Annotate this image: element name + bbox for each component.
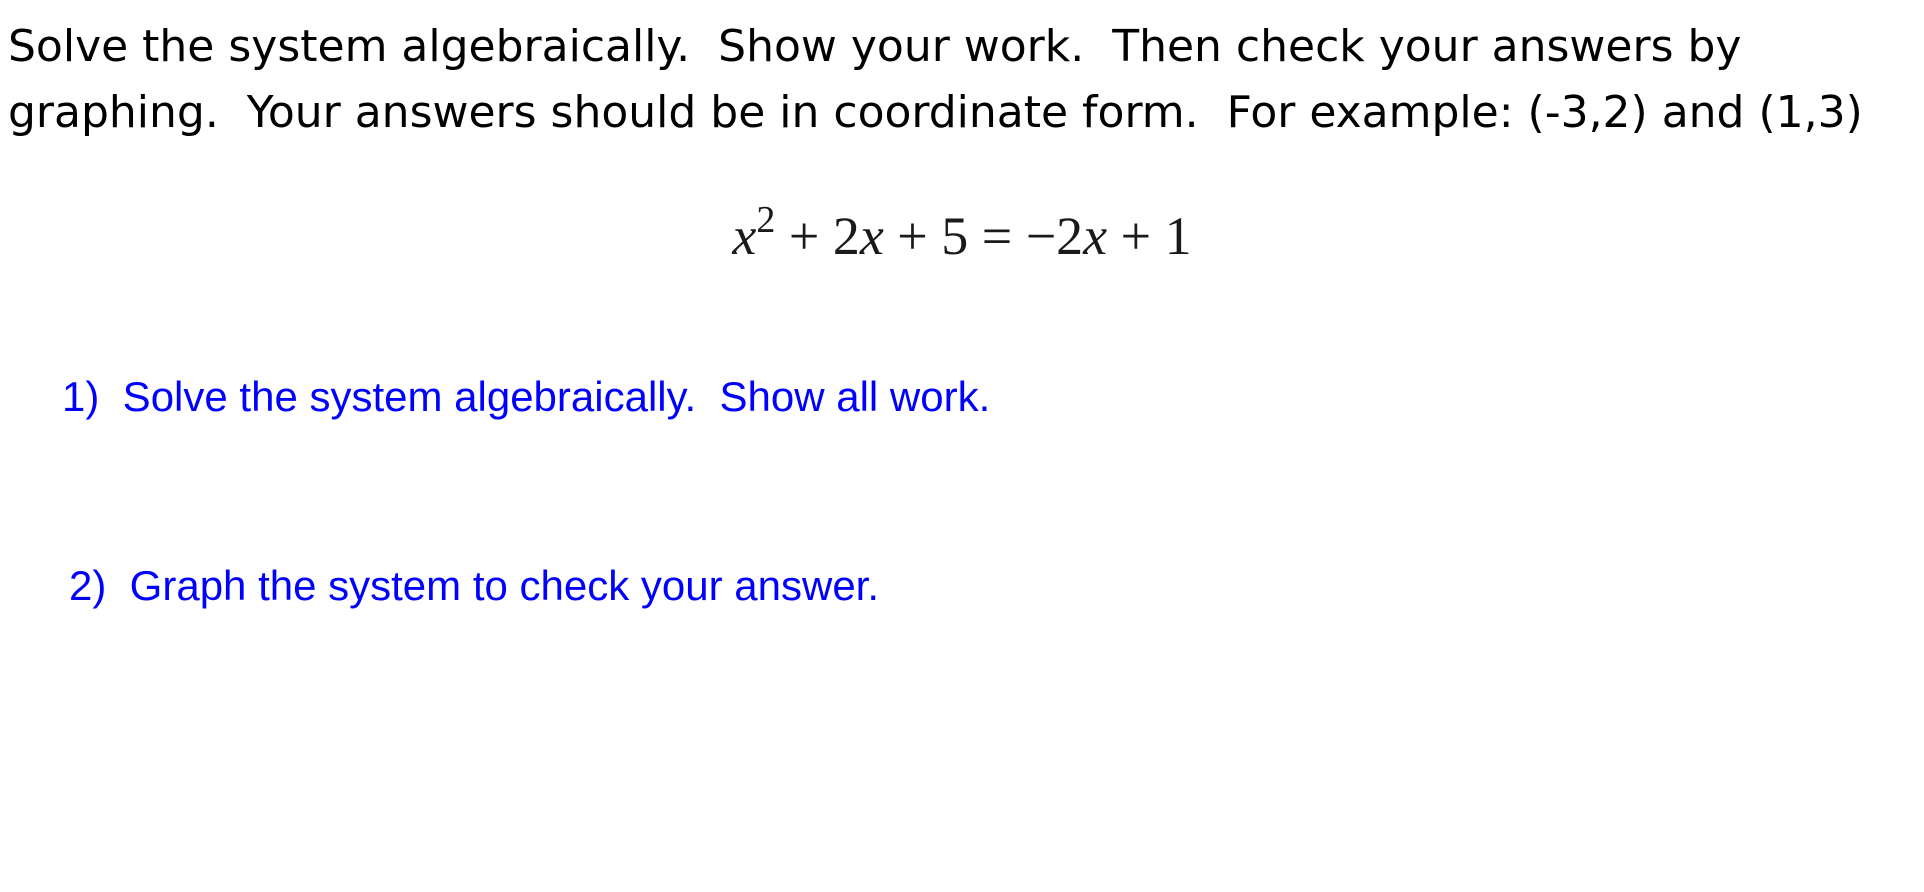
equation-term-2: + 5 = −2 (883, 206, 1084, 266)
equation-term-3: + 1 (1107, 206, 1192, 266)
equation-variable-1: x (859, 206, 884, 266)
task-1-solve-algebraically: 1) Solve the system algebraically. Show all work. (62, 373, 991, 420)
equation-exponent: 2 (756, 199, 776, 241)
equation (0, 199, 1924, 267)
equation-term-1: + 2 (775, 206, 860, 266)
task-2-graph-check: 2) Graph the system to check your answer. (69, 562, 880, 609)
instructions-line-2: graphing. Your answers should be in coordinate form. For example: (-3,2) and (1,3) (8, 87, 1863, 138)
equation-variable-2: x (1083, 206, 1108, 266)
equation-base-variable: x (732, 206, 757, 266)
instructions-line-1: Solve the system algebraically. Show your work. Then check your answers by (8, 21, 1742, 72)
instructions (8, 14, 1920, 146)
